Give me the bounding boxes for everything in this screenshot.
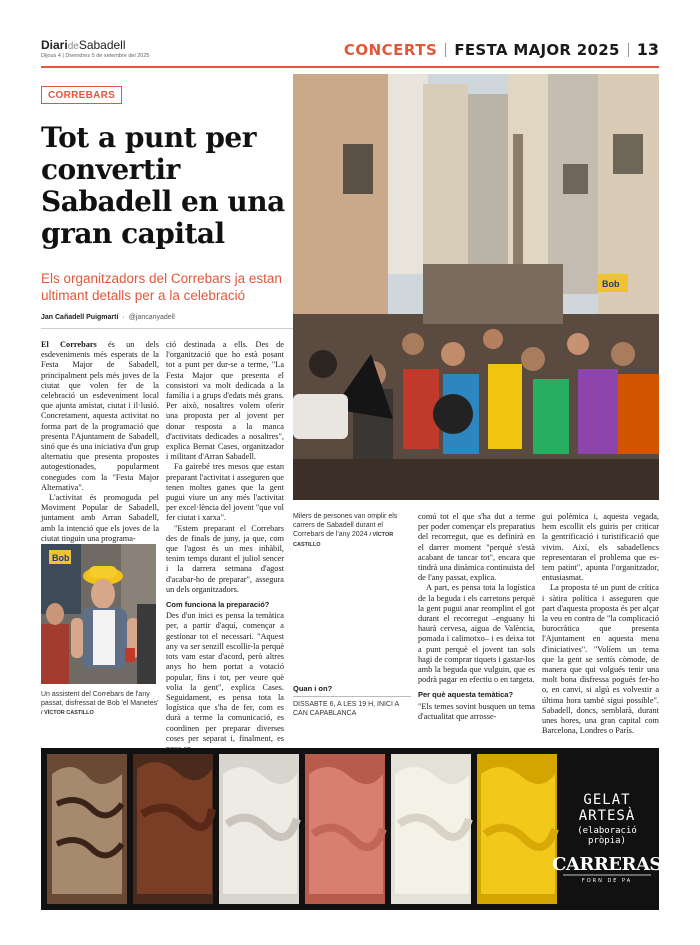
article-column-2 [166,340,284,743]
header-divider [628,43,629,57]
paragraph: gui polèmica i, aquesta vegada, hem escollit els guiris per criticar la gentrificació i turistificació que vivim. Així, els sabadellencs representaran el problema que es-tem patint", apunta l'organitzador, entusiasmat. [542,512,659,583]
event-info-box [293,684,411,718]
ad-line-3: (elaboració pròpia) [577,826,637,846]
paragraph: "Estem preparant el Correbars des de finals de juny, ja que, com que l'agost és un mes inhàbil, tenim temps durant el juliol sencer i la darrera setmana d'agost d'acabar-ho de preparar", assegura un dels organitzadors. [166,523,284,594]
header-divider [445,43,446,57]
article-subhead: Els organitzadors del Correbars ja estan ultimant detalls per a la celebració [41,271,282,303]
svg-text:Bob: Bob [52,553,70,563]
paragraph: ció destinada a ells. Des de l'organització que ho està posant tot a punt per dur-se a terme, "La Festa Major que presenta el consistori va molt dedicada a la família i a grups d'edats més grans. Per això, nosaltres volem oferir una proposta per al jovent per donar resposta a la manca d'activitats dedicades a nosaltres", explica Bernat Cases, organitzador i militant d'Arran Sabadell. [166,340,284,462]
author-name: Jan Cañadell Puigmartí [41,314,119,321]
paragraph-text: és un dels esdeveniments més esperats de la Festa Major de Sabadell, principalment pels més joves de la ciutat que volen fer de la celebració un esdeveniment local que ajunta amistat, ciutat i il·lusió. Concretament, aquesta activitat no forma part de la programació que presenta l'Ajuntament de Sabadell, sinó que és una iniciativa d'un grup alternatiu que presenta propostes autogestionades, popularment conegudes com la "Festa Major Alternativa". [41,340,159,492]
article-column-3 [418,512,535,722]
crowd-photo [293,74,659,500]
logo-city: Sabadell [78,38,126,52]
costume-photo [41,544,156,684]
info-text: DISSABTE 6, A LES 19 H, INICI A CAN CAPABLANCA [293,701,399,717]
svg-text:Bob: Bob [602,279,620,289]
special-section-label: FESTA MAJOR 2025 [454,40,620,59]
paragraph: "Els temes sovint busquen un tema d'actualitat que arrosse- [418,701,535,721]
carreras-logo [552,850,662,884]
article-column-1 [41,340,159,543]
costume-photo-image [41,544,156,684]
page-number: 13 [636,40,659,59]
section-label: CONCERTS [343,40,438,59]
gelato-advertisement[interactable] [41,748,662,910]
paragraph: A part, es pensa tota la logística de la beguda i els carretons perquè la gent pugui anar reomplint el got durant el recorregut –enguany hi haurà cervesa, aigua de València, pomada i calimotxo– i es deixa tot a punt perquè el jovent tan sols hagi de comprar tiquets i gastar-los amb la beguda que vulguin, que es podrà pagar en efectiu o en targeta. [418,583,535,685]
paragraph: La proposta té un punt de crítica i sàtira política i asseguren que part d'aquesta proposta és per alçar la veu en contra de "la complicació burocràtica que presenta l'Ajuntament en aquesta mena d'iniciatives". "Volíem un tema que la gent se sentís còmode, de manera que qui volgués tenir una molt bona disfressa pogués fer-ho o, en canvi, si algú es volvestir a última hora també sigui possible". Sabadell, doncs, semblarà, durant unes hores, una gran capital com Barcelona, Londres o París. [542,583,659,736]
photo-caption-small [41,690,161,718]
article-column-4 [542,512,659,736]
ad-line-2: ARTESÀ [578,808,636,824]
logo-de: de [67,41,79,52]
article-headline: Tot a punt per convertir Sabadell en una gran capital [41,121,285,250]
paragraph: comú tot el que s'ha dut a terme per poder començar els preparatius del recorregut, que es definirà en el darrer moment "perquè s'està acabant de tancar tot", encara que tindrà una dinàmica continuista del de l'any passat, explica. [418,512,535,583]
page-header-right [344,40,659,59]
crowd-photo-image [293,74,659,500]
ad-line-1: GELAT [583,792,631,808]
paragraph [41,340,159,493]
byline-separator: · [122,314,125,321]
article-kicker: CORREBARS [41,86,122,104]
header-rule [41,66,659,68]
svg-text:FORN DE PA: FORN DE PA [581,878,633,884]
paragraph: Fa gairebé tres mesos que estan preparant l'activitat i asseguren que tenen moltes ganes que la gent pugui viure un any més l'activitat per excel·lència del jovent "que vol fer ciutat i xarxa". [166,462,284,523]
lead-in: El Correbars [41,340,97,349]
ad-text-block [559,792,655,846]
caption-text: Milers de persones van omplir els carrers de Sabadell durant el Correbars de l'any 2024 [293,513,398,538]
section-subheading: Com funciona la preparació? [166,600,270,610]
photo-credit: / VÍCTOR CASTILLO [41,710,94,716]
dateline: Dijous 4 | Divendres 5 de setembre del 2025 [41,53,150,59]
paragraph: L'activitat és promoguda pel Moviment Popular de Sabadell, juntament amb Arran Sabadell, amb la intenció que els joves de la ciutat tinguin una programa- [41,493,159,543]
section-subheading: Per què aquesta temàtica? [418,690,514,700]
logo-diari: Diari [41,38,68,52]
svg-text:CARRERAS: CARRERAS [552,854,662,875]
paragraph: Des d'un inici es pensa la temàtica per, a partir d'aquí, començar a gestionar tot el necessari. "Aquest any va ser senzill escollir-la perquè tots vam estar d'acord, però altres anys ho hem portat a votació popular, fins i tot, per veure què volia la gent", explica Cases. Seguidament, es pensa tota la logística que s'ha de fer, com es durà a terme la comunicació, es coordinen per preparar diverses coses per separat i, finalment, es [166,611,284,743]
info-title: Quan i on? [293,684,333,693]
gelato-tubs-image [47,754,557,904]
photo-caption-main [293,512,411,550]
info-divider [293,696,411,697]
newspaper-logo [41,38,126,52]
byline [41,314,175,321]
caption-text: Un assistent del Correbars de l'any passat, disfressat de Bob 'el Manetes' [41,691,159,707]
author-handle[interactable]: @jancanyadell [128,314,175,321]
photo-credit: / VÍCTOR CASTILLO [293,532,394,548]
